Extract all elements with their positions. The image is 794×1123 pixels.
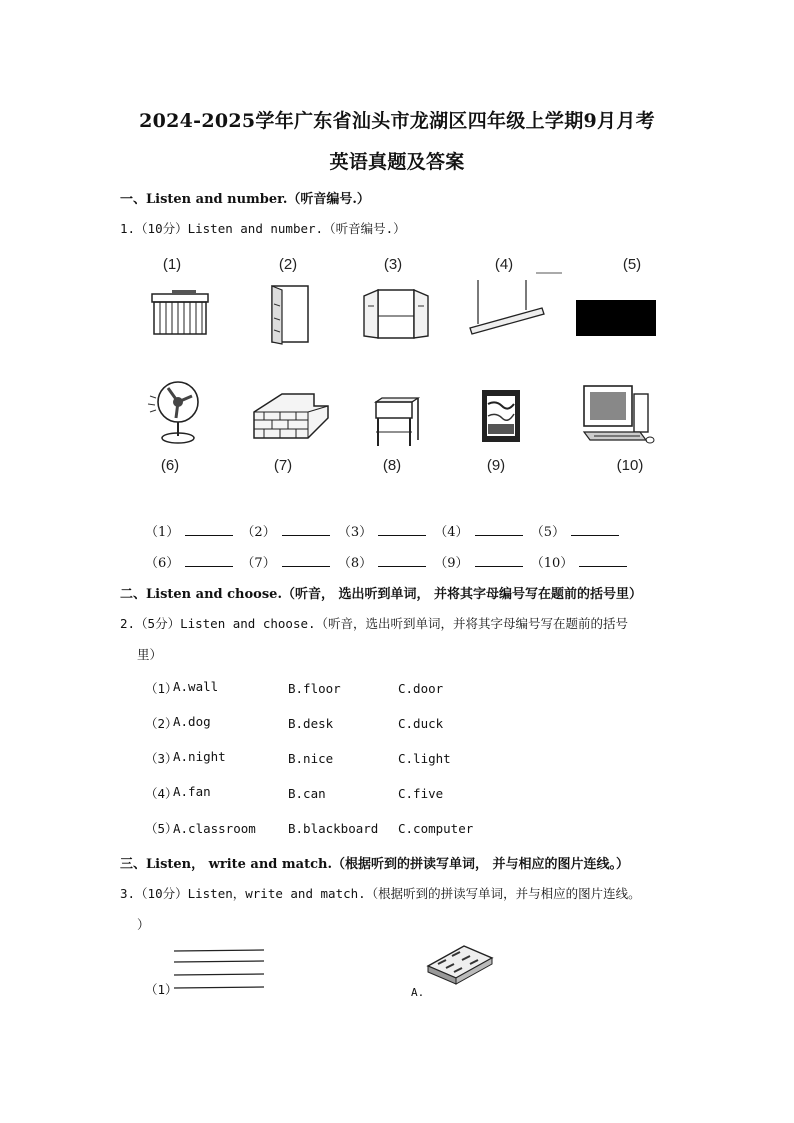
choice-3-b[interactable]: B.nice	[288, 751, 334, 766]
picture-label-1: (1)	[162, 256, 182, 273]
answer-blank-7[interactable]	[282, 552, 330, 567]
choice-2-number: （2）	[145, 716, 178, 731]
section1-heading: 一、Listen and number.（听音编号.）	[120, 192, 370, 207]
page-title-line2: 英语真题及答案	[329, 151, 465, 173]
answer-blank-3[interactable]	[378, 521, 426, 536]
section2-heading: 二、Listen and choose.（听音， 选出听到单词， 并将其字母编号写在题前的括号里）	[120, 587, 643, 602]
choice-4-b[interactable]: B.can	[288, 786, 326, 801]
choice-5-a[interactable]: A.classroom	[173, 821, 256, 836]
picture-label-9: (9)	[486, 457, 506, 474]
picture-label-5: (5)	[622, 256, 642, 273]
choice-4-c[interactable]: C.five	[398, 786, 444, 801]
choice-3-c[interactable]: C.light	[398, 751, 451, 766]
answer-row-1	[145, 521, 623, 540]
classroom-icon	[424, 942, 496, 982]
option-a-label: A.	[411, 986, 425, 999]
choice-1-number: （1）	[145, 681, 178, 696]
picture-label-4: (4)	[494, 256, 514, 273]
door-icon	[266, 284, 314, 344]
blank-label-7: （7）	[241, 556, 276, 571]
picture-label-8: (8)	[382, 457, 402, 474]
answer-blank-10[interactable]	[579, 552, 627, 567]
blackboard-icon	[576, 300, 658, 336]
writing-lines[interactable]	[172, 948, 268, 992]
question2-text-line2: 里）	[137, 647, 163, 662]
radiator-icon	[150, 288, 210, 338]
picture-label-3: (3)	[383, 256, 403, 273]
blank-label-5: （5）	[530, 525, 565, 540]
blank-label-2: （2）	[241, 525, 276, 540]
picture-label-10: (10)	[616, 457, 644, 474]
choice-3-a[interactable]: A.night	[173, 749, 226, 764]
light-icon	[466, 270, 566, 340]
answer-blank-4[interactable]	[475, 521, 523, 536]
choice-1-c[interactable]: C.door	[398, 681, 444, 696]
blank-label-9: （9）	[434, 556, 469, 571]
question3-text-line2: ）	[137, 917, 150, 932]
picture-label-7: (7)	[273, 457, 293, 474]
question1-text: 1.（10分）Listen and number.（听音编号.）	[120, 221, 406, 236]
choice-1-a[interactable]: A.wall	[173, 679, 219, 694]
blank-label-1: （1）	[145, 525, 180, 540]
fan-icon	[146, 378, 206, 446]
blank-label-4: （4）	[434, 525, 469, 540]
choice-2-a[interactable]: A.dog	[173, 714, 211, 729]
picture-label-6: (6)	[160, 457, 180, 474]
choice-5-b[interactable]: B.blackboard	[288, 821, 379, 836]
answer-blank-2[interactable]	[282, 521, 330, 536]
answer-row-2	[145, 552, 631, 571]
answer-blank-6[interactable]	[185, 552, 233, 567]
page-title-line1: 2024-2025学年广东省汕头市龙湖区四年级上学期9月月考	[139, 110, 655, 132]
item1-number: （1）	[145, 982, 178, 997]
window-icon	[360, 286, 432, 342]
choice-2-c[interactable]: C.duck	[398, 716, 444, 731]
choice-2-b[interactable]: B.desk	[288, 716, 334, 731]
picture-label-2: (2)	[278, 256, 298, 273]
blank-label-8: （8）	[337, 556, 373, 571]
choice-5-c[interactable]: C.computer	[398, 821, 474, 836]
question2-text-line1: 2.（5分）Listen and choose.（听音，选出听到单词，并将其字母编号写在题前的括号	[120, 616, 629, 631]
section3-heading: 三、Listen， write and match.（根据听到的拼读写单词， 并与相应的图片连线。）	[120, 857, 630, 872]
choice-3-number: （3）	[145, 751, 178, 766]
choice-1-b[interactable]: B.floor	[288, 681, 341, 696]
desk-icon	[372, 396, 420, 450]
question3-text-line1: 3.（10分）Listen，write and match.（根据听到的拼读写单词，并与相应的图片连线。	[120, 886, 641, 901]
answer-blank-9[interactable]	[475, 552, 523, 567]
answer-blank-1[interactable]	[185, 521, 233, 536]
choice-5-number: （5）	[145, 821, 178, 836]
answer-blank-8[interactable]	[378, 552, 426, 567]
choice-4-a[interactable]: A.fan	[173, 784, 211, 799]
wall-icon	[252, 388, 332, 444]
blank-label-10: （10）	[530, 556, 574, 571]
computer-icon	[580, 384, 656, 446]
choice-4-number: （4）	[145, 786, 178, 801]
answer-blank-5[interactable]	[571, 521, 619, 536]
blank-label-6: （6）	[145, 556, 180, 571]
blank-label-3: （3）	[337, 525, 373, 540]
picture-icon	[478, 388, 524, 444]
